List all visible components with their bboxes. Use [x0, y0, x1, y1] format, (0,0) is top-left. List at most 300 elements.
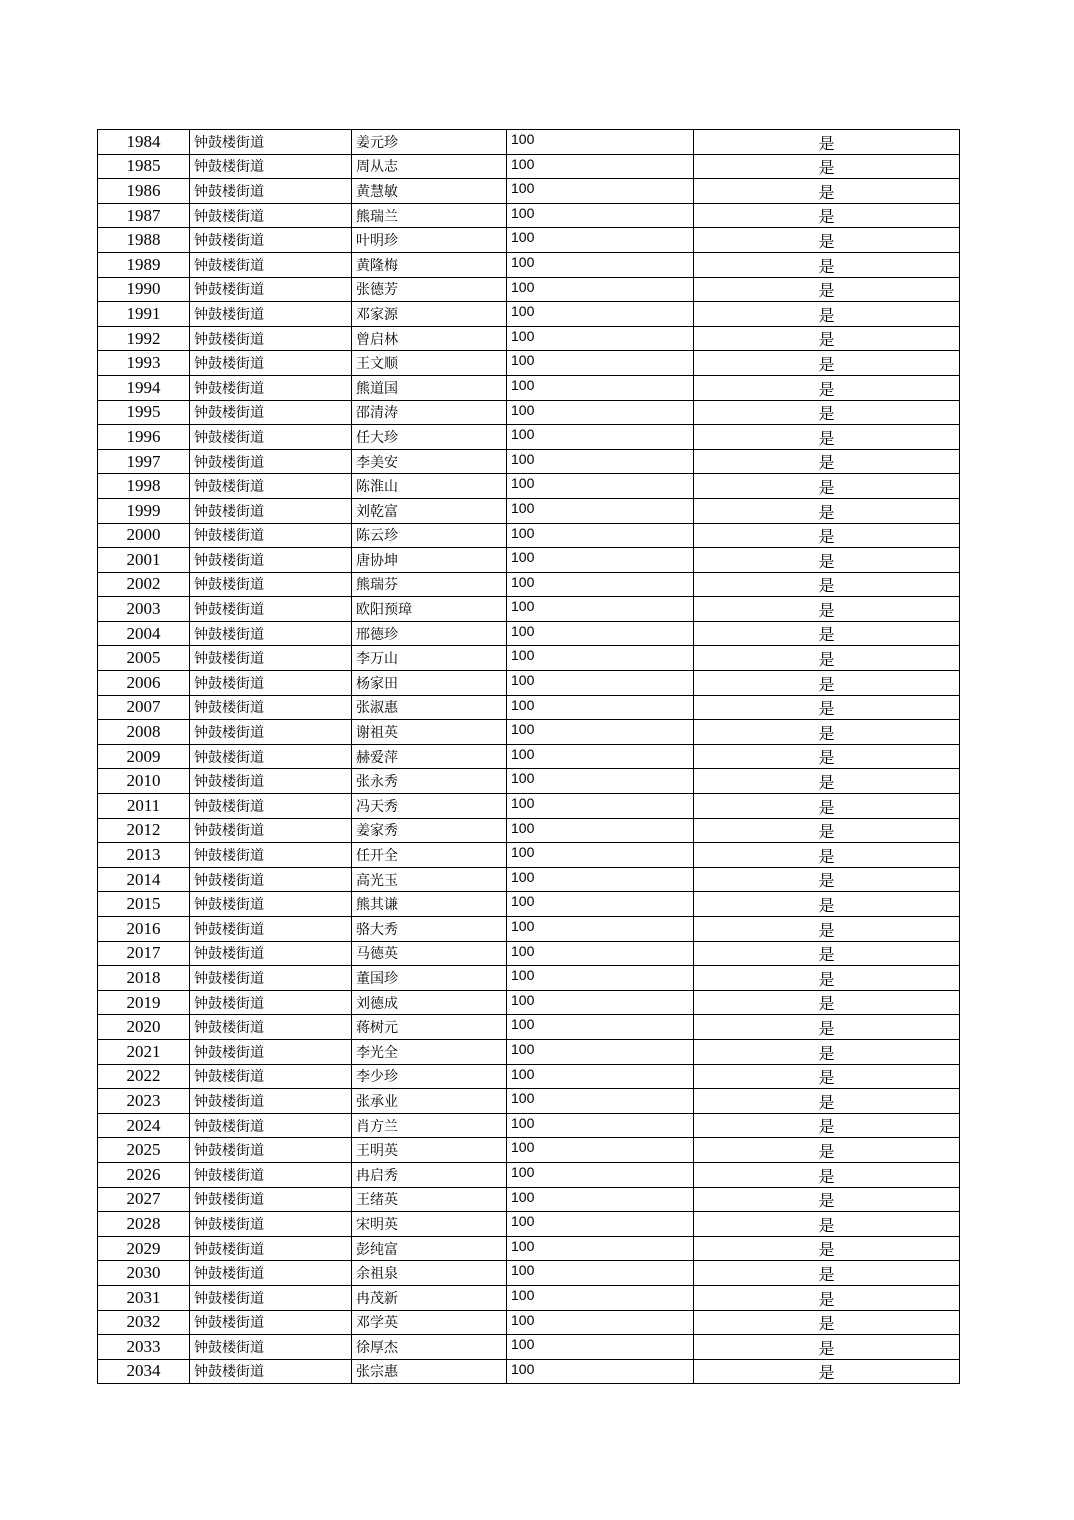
street-cell: 钟鼓楼街道 [190, 597, 352, 622]
street-cell: 钟鼓楼街道 [190, 548, 352, 573]
flag-cell: 是 [694, 867, 960, 892]
amount-cell: 100 [507, 228, 694, 253]
table-row [98, 548, 960, 573]
table-row [98, 1236, 960, 1261]
spreadsheet-page [97, 129, 960, 1384]
name-cell: 唐协坤 [352, 548, 507, 573]
name-cell: 周从志 [352, 154, 507, 179]
flag-cell: 是 [694, 1310, 960, 1335]
table-row [98, 867, 960, 892]
amount-cell: 100 [507, 154, 694, 179]
street-cell: 钟鼓楼街道 [190, 941, 352, 966]
flag-cell: 是 [694, 375, 960, 400]
row-number-cell: 1995 [98, 400, 190, 425]
street-cell: 钟鼓楼街道 [190, 867, 352, 892]
amount-cell: 100 [507, 130, 694, 155]
row-number-cell: 2030 [98, 1261, 190, 1286]
flag-cell: 是 [694, 228, 960, 253]
table-row [98, 671, 960, 696]
street-cell: 钟鼓楼街道 [190, 720, 352, 745]
flag-cell: 是 [694, 203, 960, 228]
table-row [98, 1015, 960, 1040]
amount-cell: 100 [507, 818, 694, 843]
flag-cell: 是 [694, 646, 960, 671]
name-cell: 熊其谦 [352, 892, 507, 917]
name-cell: 任开全 [352, 843, 507, 868]
name-cell: 宋明英 [352, 1212, 507, 1237]
flag-cell: 是 [694, 695, 960, 720]
row-number-cell: 2032 [98, 1310, 190, 1335]
row-number-cell: 1998 [98, 474, 190, 499]
name-cell: 陈淮山 [352, 474, 507, 499]
amount-cell: 100 [507, 597, 694, 622]
flag-cell: 是 [694, 1212, 960, 1237]
table-row [98, 1113, 960, 1138]
name-cell: 王绪英 [352, 1187, 507, 1212]
flag-cell: 是 [694, 1089, 960, 1114]
table-row [98, 794, 960, 819]
amount-cell: 100 [507, 1261, 694, 1286]
flag-cell: 是 [694, 597, 960, 622]
name-cell: 陈云珍 [352, 523, 507, 548]
name-cell: 邓家源 [352, 302, 507, 327]
name-cell: 赫爱萍 [352, 744, 507, 769]
row-number-cell: 2008 [98, 720, 190, 745]
row-number-cell: 2033 [98, 1335, 190, 1360]
flag-cell: 是 [694, 966, 960, 991]
row-number-cell: 2009 [98, 744, 190, 769]
table-row [98, 277, 960, 302]
table-row [98, 1310, 960, 1335]
data-table [97, 129, 960, 1384]
amount-cell: 100 [507, 941, 694, 966]
amount-cell: 100 [507, 1162, 694, 1187]
row-number-cell: 2027 [98, 1187, 190, 1212]
amount-cell: 100 [507, 1335, 694, 1360]
table-row [98, 1261, 960, 1286]
name-cell: 叶明珍 [352, 228, 507, 253]
row-number-cell: 2018 [98, 966, 190, 991]
amount-cell: 100 [507, 179, 694, 204]
table-row [98, 892, 960, 917]
amount-cell: 100 [507, 966, 694, 991]
row-number-cell: 1991 [98, 302, 190, 327]
flag-cell: 是 [694, 744, 960, 769]
flag-cell: 是 [694, 154, 960, 179]
table-row [98, 1285, 960, 1310]
table-row [98, 1039, 960, 1064]
table-row [98, 941, 960, 966]
name-cell: 冉茂新 [352, 1285, 507, 1310]
amount-cell: 100 [507, 498, 694, 523]
flag-cell: 是 [694, 720, 960, 745]
table-row [98, 130, 960, 155]
table-row [98, 843, 960, 868]
flag-cell: 是 [694, 621, 960, 646]
flag-cell: 是 [694, 523, 960, 548]
street-cell: 钟鼓楼街道 [190, 794, 352, 819]
flag-cell: 是 [694, 351, 960, 376]
table-row [98, 351, 960, 376]
table-row [98, 1089, 960, 1114]
row-number-cell: 1985 [98, 154, 190, 179]
amount-cell: 100 [507, 351, 694, 376]
flag-cell: 是 [694, 1187, 960, 1212]
table-row [98, 154, 960, 179]
amount-cell: 100 [507, 1089, 694, 1114]
name-cell: 张永秀 [352, 769, 507, 794]
name-cell: 姜家秀 [352, 818, 507, 843]
amount-cell: 100 [507, 523, 694, 548]
name-cell: 邓学英 [352, 1310, 507, 1335]
name-cell: 李美安 [352, 449, 507, 474]
flag-cell: 是 [694, 917, 960, 942]
name-cell: 曾启林 [352, 326, 507, 351]
table-row [98, 179, 960, 204]
name-cell: 高光玉 [352, 867, 507, 892]
amount-cell: 100 [507, 990, 694, 1015]
street-cell: 钟鼓楼街道 [190, 892, 352, 917]
name-cell: 余祖泉 [352, 1261, 507, 1286]
street-cell: 钟鼓楼街道 [190, 425, 352, 450]
amount-cell: 100 [507, 302, 694, 327]
street-cell: 钟鼓楼街道 [190, 449, 352, 474]
name-cell: 黄隆梅 [352, 252, 507, 277]
flag-cell: 是 [694, 400, 960, 425]
flag-cell: 是 [694, 572, 960, 597]
table-row [98, 572, 960, 597]
flag-cell: 是 [694, 769, 960, 794]
amount-cell: 100 [507, 794, 694, 819]
name-cell: 熊瑞兰 [352, 203, 507, 228]
name-cell: 李万山 [352, 646, 507, 671]
row-number-cell: 2016 [98, 917, 190, 942]
amount-cell: 100 [507, 744, 694, 769]
name-cell: 熊瑞芬 [352, 572, 507, 597]
table-row [98, 1212, 960, 1237]
row-number-cell: 2004 [98, 621, 190, 646]
row-number-cell: 2013 [98, 843, 190, 868]
name-cell: 杨家田 [352, 671, 507, 696]
amount-cell: 100 [507, 1285, 694, 1310]
row-number-cell: 2001 [98, 548, 190, 573]
flag-cell: 是 [694, 843, 960, 868]
street-cell: 钟鼓楼街道 [190, 523, 352, 548]
table-row [98, 498, 960, 523]
row-number-cell: 1992 [98, 326, 190, 351]
name-cell: 骆大秀 [352, 917, 507, 942]
flag-cell: 是 [694, 1015, 960, 1040]
flag-cell: 是 [694, 941, 960, 966]
street-cell: 钟鼓楼街道 [190, 1187, 352, 1212]
table-row [98, 695, 960, 720]
row-number-cell: 2025 [98, 1138, 190, 1163]
flag-cell: 是 [694, 1113, 960, 1138]
street-cell: 钟鼓楼街道 [190, 179, 352, 204]
table-row [98, 1138, 960, 1163]
table-row [98, 818, 960, 843]
row-number-cell: 2007 [98, 695, 190, 720]
amount-cell: 100 [507, 1113, 694, 1138]
street-cell: 钟鼓楼街道 [190, 990, 352, 1015]
amount-cell: 100 [507, 449, 694, 474]
row-number-cell: 2029 [98, 1236, 190, 1261]
table-row [98, 302, 960, 327]
street-cell: 钟鼓楼街道 [190, 375, 352, 400]
name-cell: 肖方兰 [352, 1113, 507, 1138]
table-row [98, 400, 960, 425]
row-number-cell: 2028 [98, 1212, 190, 1237]
table-row [98, 1162, 960, 1187]
name-cell: 徐厚杰 [352, 1335, 507, 1360]
amount-cell: 100 [507, 892, 694, 917]
flag-cell: 是 [694, 277, 960, 302]
flag-cell: 是 [694, 449, 960, 474]
row-number-cell: 1989 [98, 252, 190, 277]
row-number-cell: 1988 [98, 228, 190, 253]
table-row [98, 425, 960, 450]
amount-cell: 100 [507, 425, 694, 450]
amount-cell: 100 [507, 867, 694, 892]
row-number-cell: 2021 [98, 1039, 190, 1064]
street-cell: 钟鼓楼街道 [190, 400, 352, 425]
flag-cell: 是 [694, 130, 960, 155]
street-cell: 钟鼓楼街道 [190, 1285, 352, 1310]
table-row [98, 769, 960, 794]
flag-cell: 是 [694, 794, 960, 819]
amount-cell: 100 [507, 1187, 694, 1212]
table-row [98, 474, 960, 499]
name-cell: 李少珍 [352, 1064, 507, 1089]
street-cell: 钟鼓楼街道 [190, 130, 352, 155]
street-cell: 钟鼓楼街道 [190, 1064, 352, 1089]
name-cell: 张承业 [352, 1089, 507, 1114]
name-cell: 谢祖英 [352, 720, 507, 745]
row-number-cell: 2022 [98, 1064, 190, 1089]
name-cell: 刘德成 [352, 990, 507, 1015]
amount-cell: 100 [507, 646, 694, 671]
flag-cell: 是 [694, 892, 960, 917]
flag-cell: 是 [694, 990, 960, 1015]
street-cell: 钟鼓楼街道 [190, 769, 352, 794]
flag-cell: 是 [694, 1039, 960, 1064]
row-number-cell: 1997 [98, 449, 190, 474]
name-cell: 欧阳预璋 [352, 597, 507, 622]
street-cell: 钟鼓楼街道 [190, 695, 352, 720]
amount-cell: 100 [507, 1138, 694, 1163]
street-cell: 钟鼓楼街道 [190, 1212, 352, 1237]
row-number-cell: 2020 [98, 1015, 190, 1040]
table-row [98, 917, 960, 942]
row-number-cell: 2019 [98, 990, 190, 1015]
flag-cell: 是 [694, 302, 960, 327]
row-number-cell: 1999 [98, 498, 190, 523]
street-cell: 钟鼓楼街道 [190, 498, 352, 523]
row-number-cell: 1986 [98, 179, 190, 204]
table-row [98, 1187, 960, 1212]
row-number-cell: 2026 [98, 1162, 190, 1187]
name-cell: 王明英 [352, 1138, 507, 1163]
row-number-cell: 2011 [98, 794, 190, 819]
table-row [98, 621, 960, 646]
table-row [98, 449, 960, 474]
amount-cell: 100 [507, 1359, 694, 1384]
street-cell: 钟鼓楼街道 [190, 302, 352, 327]
row-number-cell: 1994 [98, 375, 190, 400]
flag-cell: 是 [694, 179, 960, 204]
table-row [98, 1359, 960, 1384]
row-number-cell: 1990 [98, 277, 190, 302]
flag-cell: 是 [694, 425, 960, 450]
name-cell: 张德芳 [352, 277, 507, 302]
row-number-cell: 2005 [98, 646, 190, 671]
amount-cell: 100 [507, 917, 694, 942]
street-cell: 钟鼓楼街道 [190, 154, 352, 179]
street-cell: 钟鼓楼街道 [190, 474, 352, 499]
name-cell: 黄慧敏 [352, 179, 507, 204]
street-cell: 钟鼓楼街道 [190, 1015, 352, 1040]
row-number-cell: 2034 [98, 1359, 190, 1384]
amount-cell: 100 [507, 1039, 694, 1064]
amount-cell: 100 [507, 621, 694, 646]
row-number-cell: 2003 [98, 597, 190, 622]
flag-cell: 是 [694, 474, 960, 499]
row-number-cell: 1984 [98, 130, 190, 155]
row-number-cell: 2012 [98, 818, 190, 843]
amount-cell: 100 [507, 572, 694, 597]
table-row [98, 326, 960, 351]
street-cell: 钟鼓楼街道 [190, 671, 352, 696]
amount-cell: 100 [507, 548, 694, 573]
street-cell: 钟鼓楼街道 [190, 1162, 352, 1187]
flag-cell: 是 [694, 498, 960, 523]
flag-cell: 是 [694, 1162, 960, 1187]
table-row [98, 1064, 960, 1089]
row-number-cell: 2014 [98, 867, 190, 892]
street-cell: 钟鼓楼街道 [190, 1335, 352, 1360]
flag-cell: 是 [694, 671, 960, 696]
amount-cell: 100 [507, 695, 694, 720]
name-cell: 蒋树元 [352, 1015, 507, 1040]
flag-cell: 是 [694, 1285, 960, 1310]
street-cell: 钟鼓楼街道 [190, 1261, 352, 1286]
amount-cell: 100 [507, 1015, 694, 1040]
table-row [98, 523, 960, 548]
amount-cell: 100 [507, 474, 694, 499]
name-cell: 冉启秀 [352, 1162, 507, 1187]
row-number-cell: 1996 [98, 425, 190, 450]
amount-cell: 100 [507, 252, 694, 277]
street-cell: 钟鼓楼街道 [190, 966, 352, 991]
name-cell: 董国珍 [352, 966, 507, 991]
amount-cell: 100 [507, 277, 694, 302]
row-number-cell: 2000 [98, 523, 190, 548]
street-cell: 钟鼓楼街道 [190, 1236, 352, 1261]
street-cell: 钟鼓楼街道 [190, 917, 352, 942]
table-row [98, 1335, 960, 1360]
street-cell: 钟鼓楼街道 [190, 843, 352, 868]
street-cell: 钟鼓楼街道 [190, 1310, 352, 1335]
table-row [98, 252, 960, 277]
row-number-cell: 2024 [98, 1113, 190, 1138]
table-row [98, 203, 960, 228]
amount-cell: 100 [507, 720, 694, 745]
name-cell: 张淑惠 [352, 695, 507, 720]
flag-cell: 是 [694, 326, 960, 351]
row-number-cell: 2002 [98, 572, 190, 597]
row-number-cell: 2017 [98, 941, 190, 966]
name-cell: 彭纯富 [352, 1236, 507, 1261]
street-cell: 钟鼓楼街道 [190, 818, 352, 843]
name-cell: 冯天秀 [352, 794, 507, 819]
flag-cell: 是 [694, 818, 960, 843]
name-cell: 邵清涛 [352, 400, 507, 425]
street-cell: 钟鼓楼街道 [190, 572, 352, 597]
street-cell: 钟鼓楼街道 [190, 203, 352, 228]
street-cell: 钟鼓楼街道 [190, 1138, 352, 1163]
street-cell: 钟鼓楼街道 [190, 621, 352, 646]
row-number-cell: 2015 [98, 892, 190, 917]
flag-cell: 是 [694, 1261, 960, 1286]
row-number-cell: 1993 [98, 351, 190, 376]
street-cell: 钟鼓楼街道 [190, 351, 352, 376]
table-row [98, 228, 960, 253]
amount-cell: 100 [507, 1212, 694, 1237]
name-cell: 王文顺 [352, 351, 507, 376]
row-number-cell: 2023 [98, 1089, 190, 1114]
name-cell: 马德英 [352, 941, 507, 966]
amount-cell: 100 [507, 203, 694, 228]
table-row [98, 597, 960, 622]
row-number-cell: 2010 [98, 769, 190, 794]
amount-cell: 100 [507, 1310, 694, 1335]
amount-cell: 100 [507, 671, 694, 696]
amount-cell: 100 [507, 326, 694, 351]
amount-cell: 100 [507, 1236, 694, 1261]
name-cell: 李光全 [352, 1039, 507, 1064]
name-cell: 任大珍 [352, 425, 507, 450]
street-cell: 钟鼓楼街道 [190, 646, 352, 671]
street-cell: 钟鼓楼街道 [190, 326, 352, 351]
amount-cell: 100 [507, 400, 694, 425]
street-cell: 钟鼓楼街道 [190, 228, 352, 253]
flag-cell: 是 [694, 1335, 960, 1360]
table-body [98, 130, 960, 1384]
table-row [98, 966, 960, 991]
street-cell: 钟鼓楼街道 [190, 252, 352, 277]
table-row [98, 990, 960, 1015]
table-row [98, 744, 960, 769]
name-cell: 邢德珍 [352, 621, 507, 646]
name-cell: 姜元珍 [352, 130, 507, 155]
row-number-cell: 2006 [98, 671, 190, 696]
flag-cell: 是 [694, 1236, 960, 1261]
row-number-cell: 2031 [98, 1285, 190, 1310]
flag-cell: 是 [694, 1064, 960, 1089]
street-cell: 钟鼓楼街道 [190, 1113, 352, 1138]
street-cell: 钟鼓楼街道 [190, 277, 352, 302]
table-row [98, 646, 960, 671]
flag-cell: 是 [694, 1138, 960, 1163]
table-row [98, 720, 960, 745]
name-cell: 熊道国 [352, 375, 507, 400]
amount-cell: 100 [507, 375, 694, 400]
amount-cell: 100 [507, 843, 694, 868]
name-cell: 刘乾富 [352, 498, 507, 523]
amount-cell: 100 [507, 1064, 694, 1089]
street-cell: 钟鼓楼街道 [190, 1359, 352, 1384]
table-row [98, 375, 960, 400]
